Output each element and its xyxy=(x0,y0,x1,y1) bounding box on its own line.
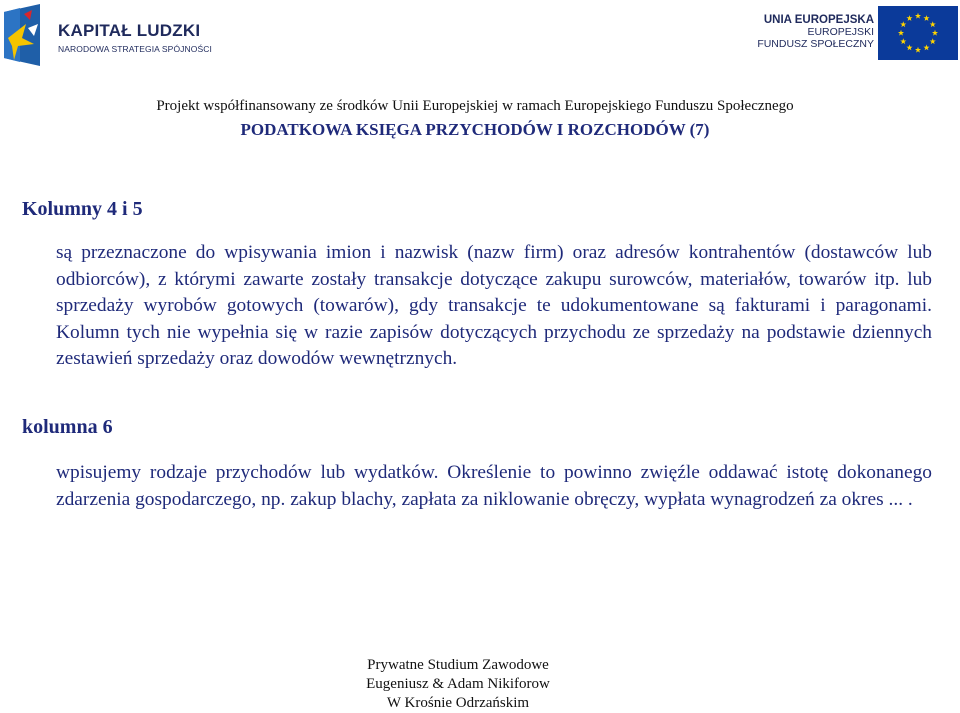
section-body-kolumny-4-5: są przeznaczone do wpisywania imion i nazwisk (nazw firm) oraz adresów kontrahentów (dostawców lub odbiorców), z którymi zawarte zostały transakcje dotyczące zakupu surowców, materiałów, towarów itp. lub sprzedaży wyrobów gotowych (towarów), gdy transakcje te udokumentowane są fakturami i paragonami. Kolumn tych nie wypełnia się w razie zapisów dotyczących przychodu ze sprzedaży na podstawie dziennych zestawień sprzedaży oraz dowodów wewnętrznych. xyxy=(56,242,932,369)
eu-logo-line-1: UNIA EUROPEJSKA xyxy=(763,14,874,26)
footer-line-3: W Krośnie Odrzańskim xyxy=(386,695,530,711)
section-heading-kolumny-4-5: Kolumny 4 i 5 xyxy=(22,198,143,220)
kapital-ludzki-title: KAPITAŁ LUDZKI xyxy=(58,21,201,40)
kapital-ludzki-subtitle: NARODOWA STRATEGIA SPÓJNOŚCI xyxy=(58,44,212,54)
kapital-ludzki-logo-mark xyxy=(4,4,48,66)
eu-logo xyxy=(757,6,960,62)
kapital-ludzki-logo xyxy=(4,4,214,66)
eu-logo-text xyxy=(757,14,874,50)
footer-line-2: Eugeniusz & Adam Nikiforow xyxy=(366,676,550,692)
eu-logo-line-3: FUNDUSZ SPOŁECZNY xyxy=(757,38,874,50)
section-heading-kolumna-6: kolumna 6 xyxy=(22,416,113,438)
project-funding-line: Projekt współfinansowany ze środków Unii Europejskiej w ramach Europejskiego Funduszu Społecznego xyxy=(156,98,794,114)
page-header xyxy=(0,0,960,72)
eu-logo-line-2: EUROPEJSKI xyxy=(807,26,874,38)
section-body-kolumna-6: wpisujemy rodzaje przychodów lub wydatków. Określenie to powinno zwięźle oddawać istotę dokonanego zdarzenia gospodarczego, np. zakup blachy, zapłata za niklowanie obręczy, wypłata wynagrodzeń za okres ... . xyxy=(56,462,932,510)
page-title: PODATKOWA KSIĘGA PRZYCHODÓW I ROZCHODÓW (7) xyxy=(240,120,710,139)
footer-line-1: Prywatne Studium Zawodowe xyxy=(367,657,549,673)
page-footer xyxy=(0,656,916,713)
eu-flag-icon xyxy=(878,6,958,60)
